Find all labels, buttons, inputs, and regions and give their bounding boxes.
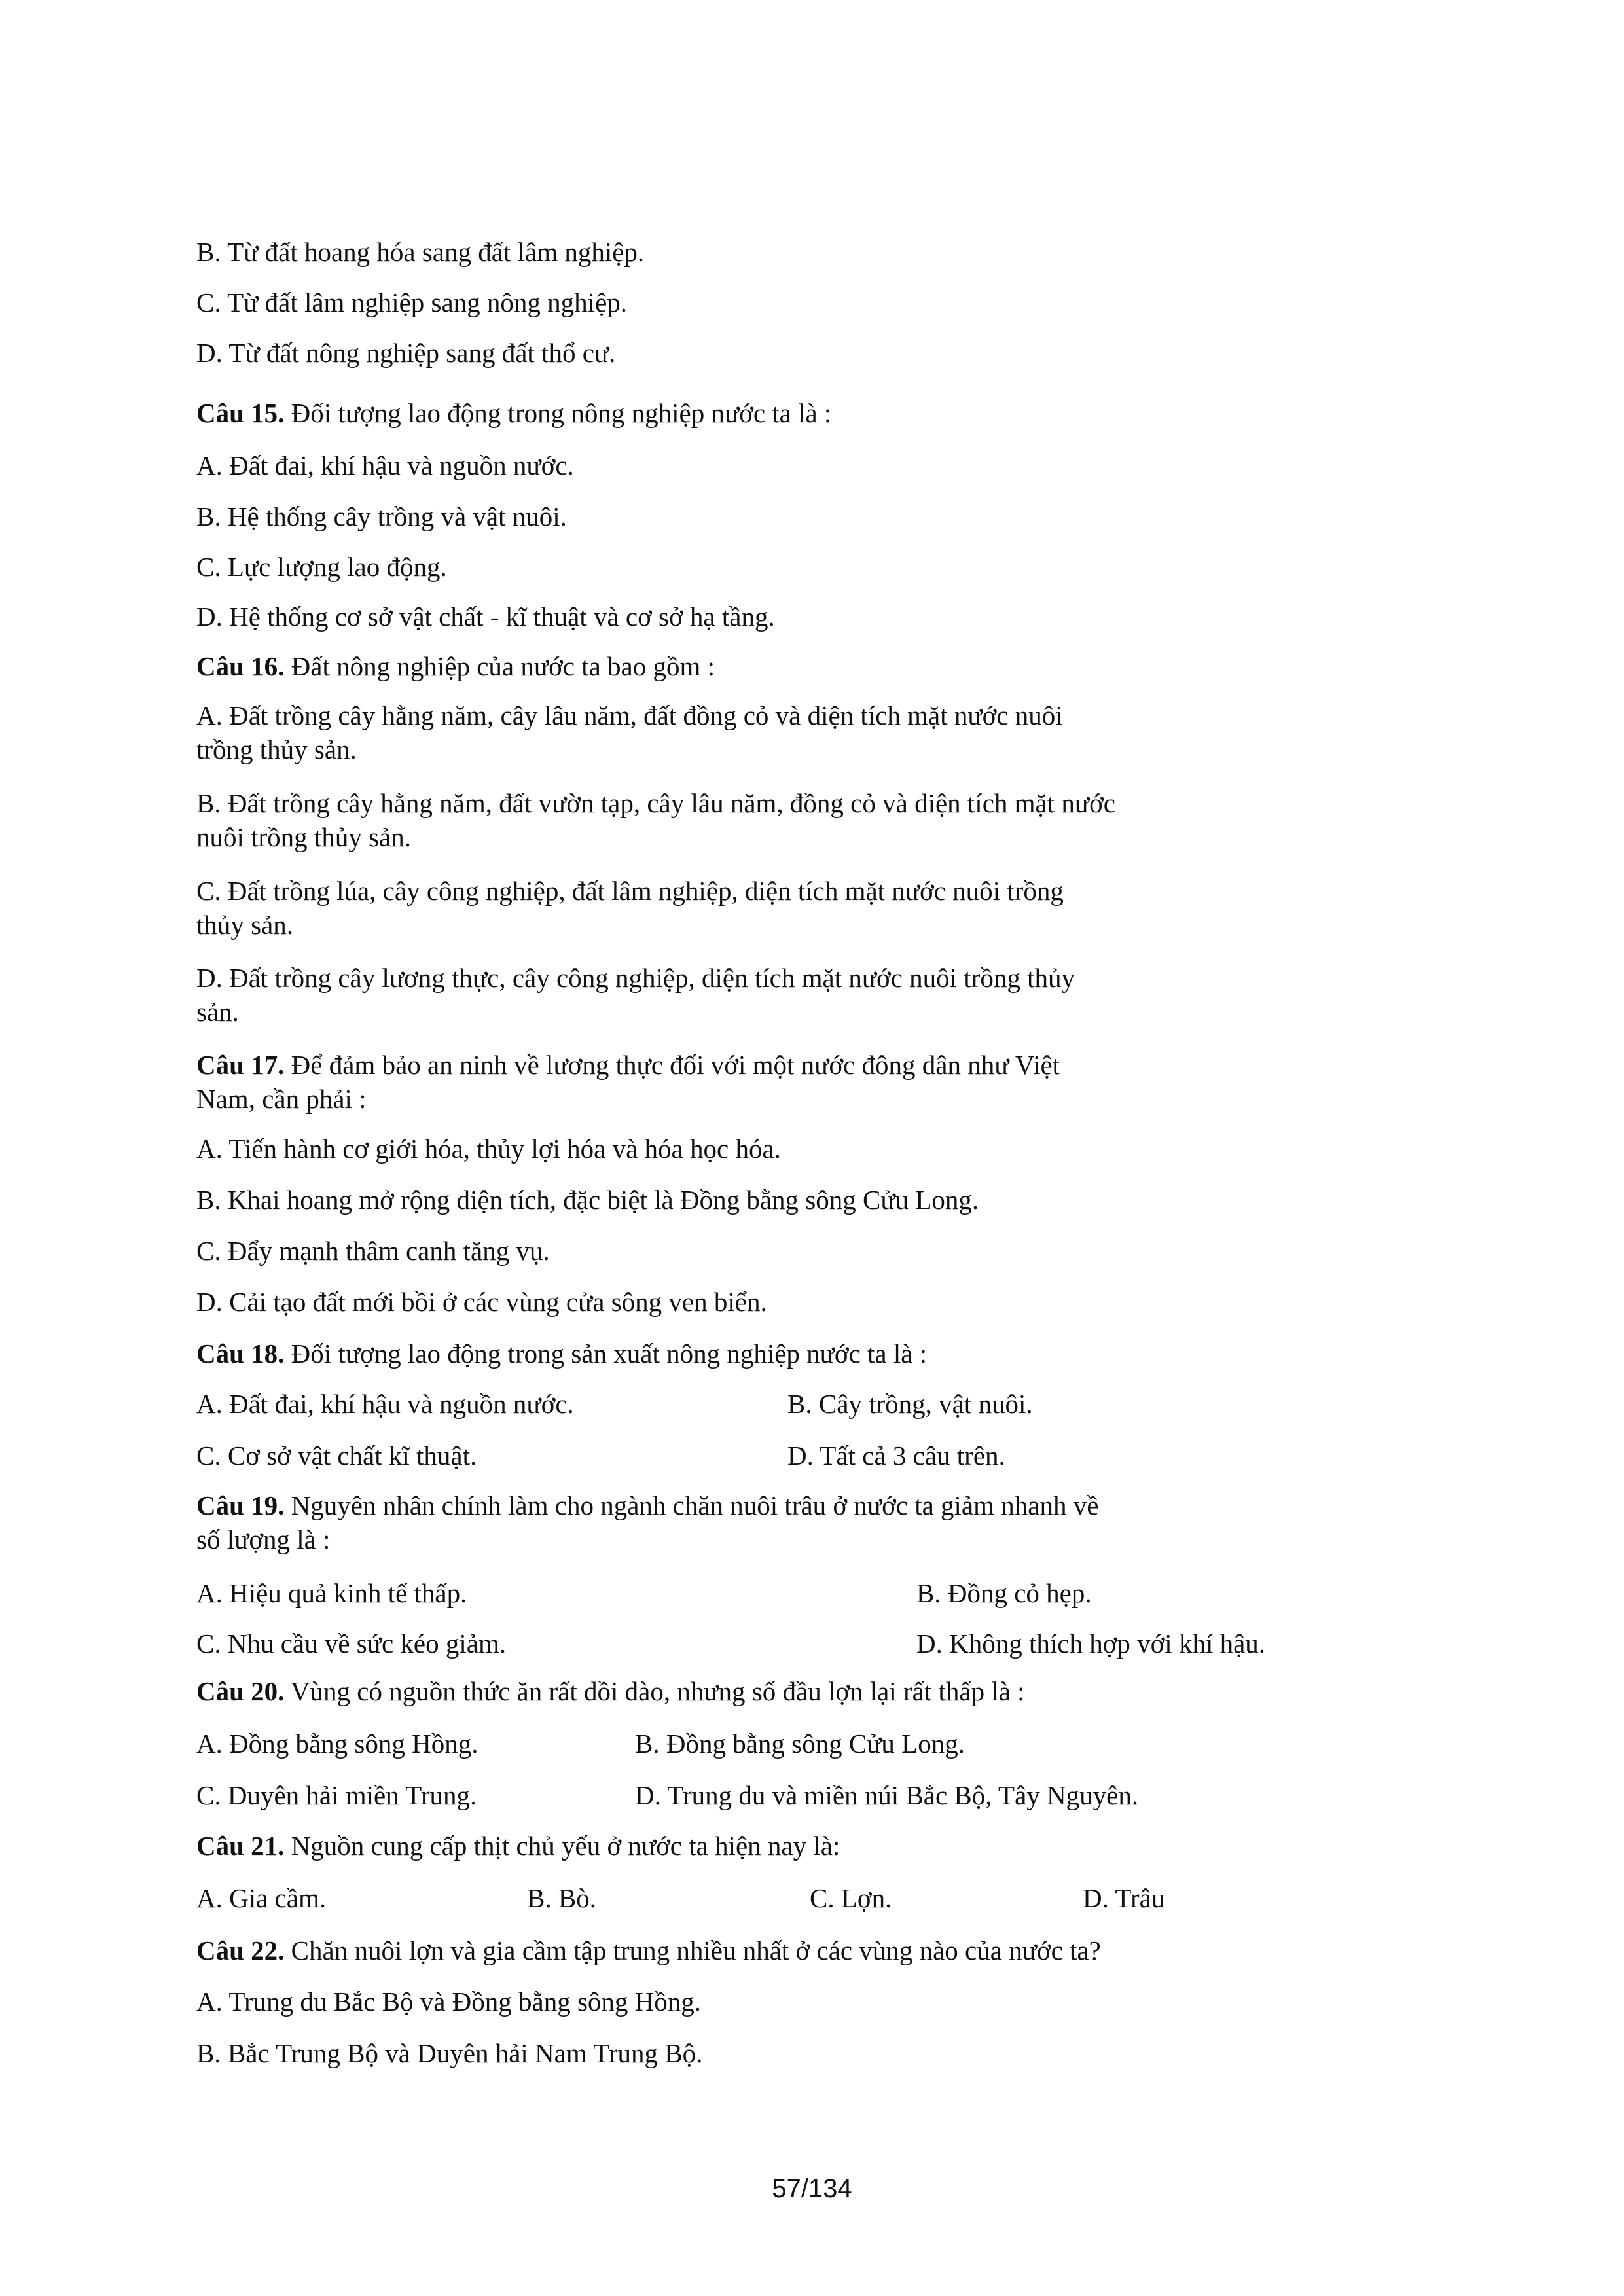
option-line: C. Cơ sở vật chất kĩ thuật. (196, 1441, 477, 1471)
option-line: C. Nhu cầu về sức kéo giảm. (196, 1628, 507, 1659)
option-line: D. Hệ thống cơ sở vật chất - kĩ thuật và cơ sở hạ tầng. (196, 601, 775, 632)
question-text-cont: Nam, cần phải : (196, 1084, 367, 1114)
option-line: D. Tất cả 3 câu trên. (787, 1441, 1005, 1471)
question-16 (196, 649, 715, 684)
option-line: B. Khai hoang mở rộng diện tích, đặc biệt là Đồng bằng sông Cửu Long. (196, 1185, 979, 1215)
question-text: Nguồn cung cấp thịt chủ yếu ở nước ta hiện nay là: (284, 1831, 840, 1861)
option-line: C. Đẩy mạnh thâm canh tăng vụ. (196, 1236, 550, 1266)
option-line: B. Bò. (527, 1883, 596, 1913)
option-line: A. Đất đai, khí hậu và nguồn nước. (196, 1389, 574, 1419)
option-line: C. Từ đất lâm nghiệp sang nông nghiệp. (196, 287, 628, 317)
question-number: Câu 17. (196, 1050, 285, 1080)
question-text: Nguyên nhân chính làm cho ngành chăn nuôi trâu ở nước ta giảm nhanh về (284, 1490, 1099, 1520)
option-line: A. Gia cầm. (196, 1883, 327, 1913)
question-18 (196, 1336, 927, 1371)
question-22 (196, 1933, 1101, 1968)
option-line: D. Không thích hợp với khí hậu. (916, 1628, 1266, 1659)
option-line: A. Đất đai, khí hậu và nguồn nước. (196, 450, 574, 480)
question-text: Vùng có nguồn thức ăn rất dồi dào, nhưng số đầu lợn lại rất thấp là : (284, 1676, 1025, 1706)
question-19 (196, 1488, 1098, 1523)
option-line: C. Đất trồng lúa, cây công nghiệp, đất lâm nghiệp, diện tích mặt nước nuôi trồng (196, 876, 1064, 906)
option-line: B. Đồng cỏ hẹp. (916, 1578, 1092, 1608)
option-line: trồng thủy sản. (196, 734, 357, 764)
question-number: Câu 21. (196, 1831, 285, 1861)
option-line: B. Đồng bằng sông Cửu Long. (635, 1729, 965, 1759)
option-line: C. Lực lượng lao động. (196, 552, 447, 582)
question-number: Câu 15. (196, 398, 285, 428)
question-17 (196, 1047, 1060, 1083)
option-line: D. Trung du và miền núi Bắc Bộ, Tây Nguyên. (635, 1780, 1139, 1810)
option-line: nuôi trồng thủy sản. (196, 822, 411, 852)
option-line: C. Lợn. (810, 1883, 892, 1913)
question-text: Đối tượng lao động trong sản xuất nông nghiệp nước ta là : (284, 1338, 928, 1369)
option-line: B. Hệ thống cây trồng và vật nuôi. (196, 501, 567, 531)
question-text: Để đảm bảo an ninh về lương thực đối với một nước đông dân như Việt (284, 1050, 1060, 1080)
question-text-cont: số lượng là : (196, 1524, 331, 1554)
option-line: C. Duyên hải miền Trung. (196, 1780, 477, 1810)
option-line: D. Đất trồng cây lương thực, cây công nghiệp, diện tích mặt nước nuôi trồng thủy (196, 963, 1075, 993)
option-line: D. Cải tạo đất mới bồi ở các vùng cửa sông ven biển. (196, 1287, 767, 1317)
question-number: Câu 22. (196, 1935, 285, 1965)
question-number: Câu 20. (196, 1676, 285, 1706)
question-number: Câu 19. (196, 1490, 285, 1520)
option-line: thủy sản. (196, 910, 294, 940)
question-text: Chăn nuôi lợn và gia cầm tập trung nhiều nhất ở các vùng nào của nước ta? (284, 1935, 1101, 1965)
page-number: 57/134 (772, 2174, 852, 2203)
question-number: Câu 18. (196, 1338, 285, 1369)
question-20 (196, 1674, 1025, 1709)
option-line: D. Từ đất nông nghiệp sang đất thổ cư. (196, 338, 616, 368)
option-line: A. Tiến hành cơ giới hóa, thủy lợi hóa và hóa học hóa. (196, 1134, 781, 1164)
option-line: A. Hiệu quả kinh tế thấp. (196, 1578, 467, 1608)
question-text: Đất nông nghiệp của nước ta bao gồm : (284, 651, 715, 681)
option-line: B. Từ đất hoang hóa sang đất lâm nghiệp. (196, 237, 645, 267)
option-line: A. Đồng bằng sông Hồng. (196, 1729, 478, 1759)
option-line: B. Cây trồng, vật nuôi. (787, 1389, 1033, 1419)
question-21 (196, 1828, 840, 1863)
option-line: sản. (196, 997, 239, 1027)
option-line: B. Đất trồng cây hằng năm, đất vườn tạp, cây lâu năm, đồng cỏ và diện tích mặt nước (196, 788, 1115, 818)
option-line: A. Trung du Bắc Bộ và Đồng bằng sông Hồng. (196, 1986, 702, 2017)
question-15 (196, 395, 831, 431)
question-text: Đối tượng lao động trong nông nghiệp nước ta là : (284, 398, 832, 428)
option-line: D. Trâu (1083, 1883, 1165, 1913)
question-number: Câu 16. (196, 651, 285, 681)
option-line: B. Bắc Trung Bộ và Duyên hải Nam Trung Bộ. (196, 2038, 703, 2068)
option-line: A. Đất trồng cây hằng năm, cây lâu năm, đất đồng cỏ và diện tích mặt nước nuôi (196, 700, 1063, 730)
